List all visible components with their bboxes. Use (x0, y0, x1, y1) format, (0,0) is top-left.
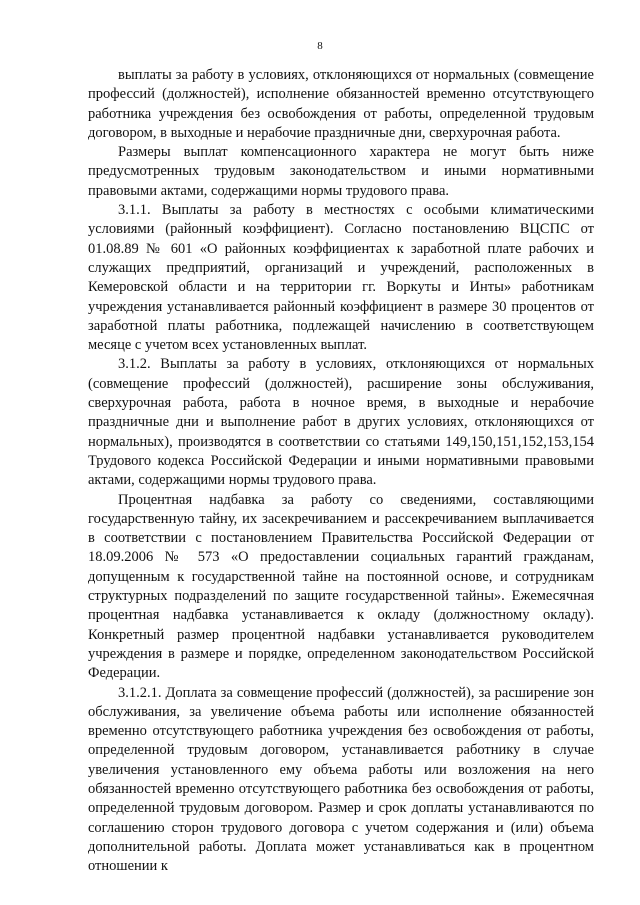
paragraph-state-secret-allowance: Процентная надбавка за работу со сведениями, составляющими государственную тайну, их засекречиванием и рассекречиванием выплачивается в соответствии с постановлением Правительства Российской Федерации от 18.09.2006 № 573 «О предоставлении социальных гарантий гражданам, допущенным к государственной тайне на постоянной основе, и сотрудникам структурных подразделений по защите государственной тайны». Ежемесячная процентная надбавка устанавливается к окладу (должностному окладу). Конкретный размер процентной надбавки устанавливается руководителем учреждения в размере и порядке, определенном законодательством Российской Федерации. (88, 491, 594, 682)
paragraph-compensation-minimum: Размеры выплат компенсационного характера не могут быть ниже предусмотренных трудовым законодательством и иными нормативными правовыми актами, содержащими нормы трудового права. (88, 144, 594, 199)
paragraph-3-1-1-regional-coefficient: 3.1.1. Выплаты за работу в местностях с особыми климатическими условиями (районный коэффициент). Согласно постановлению ВЦСПС от 01.08.89 № 601 «О районных коэффициентах к заработной плате рабочих и служащих предприятий, организаций и учреждений, расположенных в Кемеровской области и на территории гг. Воркуты и Инты» работникам учреждения устанавливается районный коэффициент в размере 30 процентов от заработной платы работника, подлежащей начислению в соответствующем месяце с учетом всех установленных выплат. (88, 202, 594, 354)
page-number: 8 (317, 40, 323, 52)
paragraph-3-1-2-abnormal-conditions: 3.1.2. Выплаты за работу в условиях, отклоняющихся от нормальных (совмещение профессий (должностей), расширение зоны обслуживания, сверхурочная работа, работа в ночное время, в выходные и нерабочие праздничные дни и выполнение работ в других условиях, отклоняющихся от нормальных), производятся в соответствии со статьями 149,150,151,152,153,154 Трудового кодекса Российской Федерации и иными нормативными правовыми актами, содержащими нормы трудового права. (88, 356, 594, 489)
paragraph-compensation-list-end: выплаты за работу в условиях, отклоняющихся от нормальных (совмещение профессий (должностей), исполнение обязанностей временно отсутствующего работника учреждения без освобождения от работы, определенной трудовым договором, в выходные и нерабочие праздничные дни, сверхурочная работа. (88, 67, 594, 141)
paragraph-3-1-2-1-combination-surcharge: 3.1.2.1. Доплата за совмещение профессий (должностей), за расширение зон обслуживания, за увеличение объема работы или исполнение обязанностей временно отсутствующего работника учреждения без освобождения от работы, определенной трудовым договором, устанавливается работнику в случае увеличения установленного ему объема работы или возложения на него обязанностей временно отсутствующего работника без освобождения от работы, определенной трудовым договором. Размер и срок доплаты устанавливаются по соглашению сторон трудового договора с учетом содержания и (или) объема дополнительной работы. Доплата может устанавливаться как в процентном отношении к (88, 684, 594, 875)
document-body (88, 66, 594, 876)
